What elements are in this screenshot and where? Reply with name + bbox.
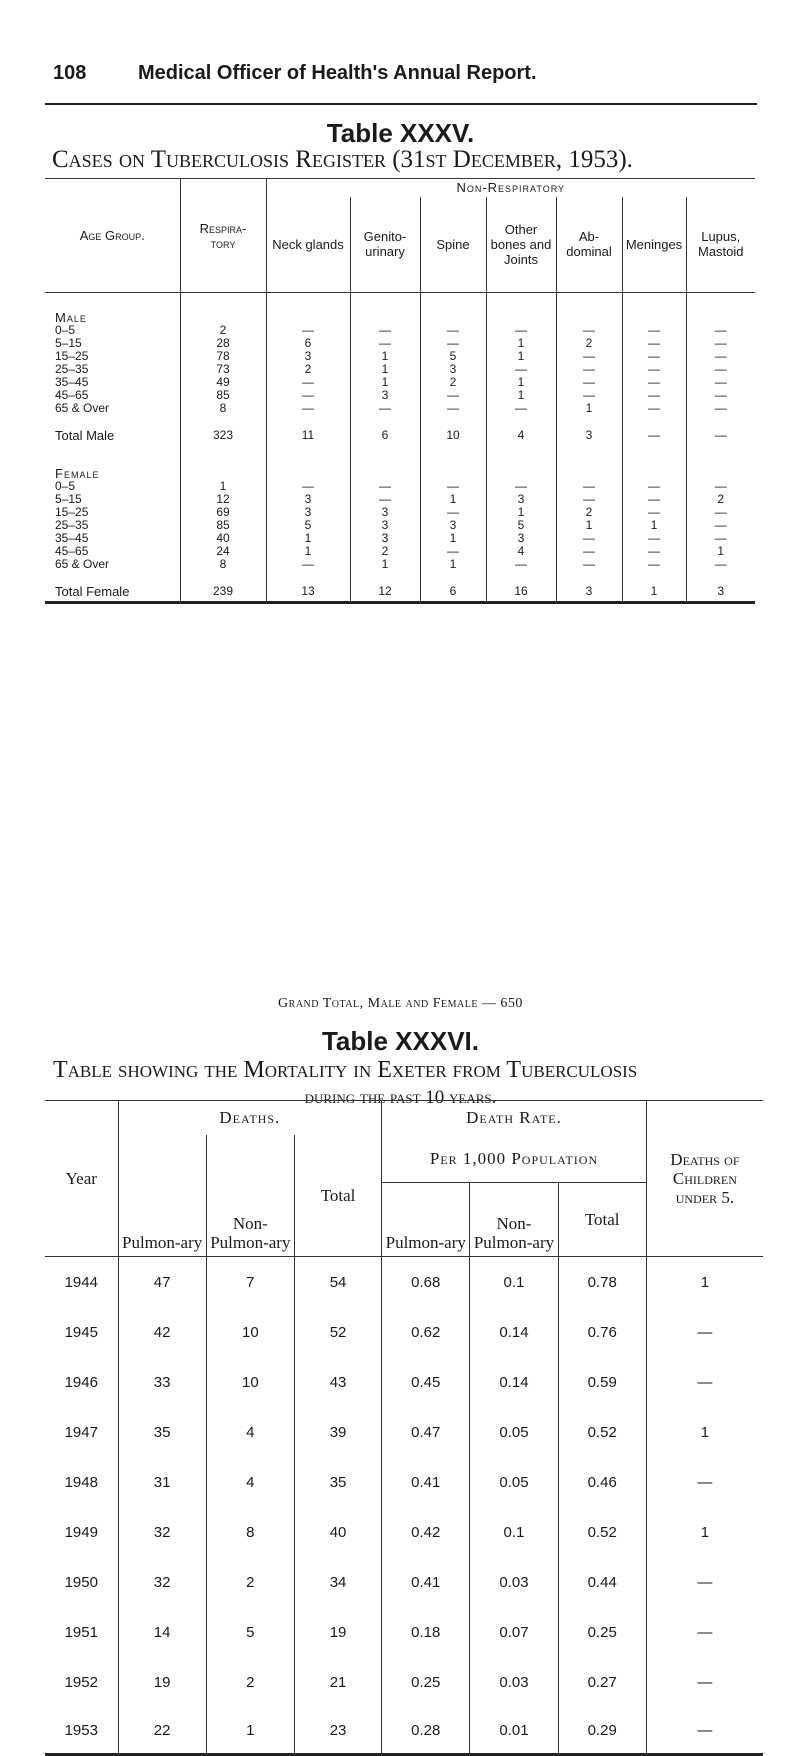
value-cell: 32 — [118, 1557, 206, 1607]
col-rate-total: Total — [558, 1183, 646, 1257]
value-cell: 0.45 — [382, 1357, 470, 1407]
value-cell: 2 — [686, 493, 755, 506]
col-age-group: Age Group. — [45, 179, 180, 293]
value-cell: 2 — [180, 324, 266, 337]
value-cell: 31 — [118, 1457, 206, 1507]
value-cell: 3 — [266, 506, 350, 519]
value-cell: 0.29 — [558, 1707, 646, 1755]
value-cell: 85 — [180, 519, 266, 532]
mortality-table — [45, 1100, 763, 1756]
col-nonresp-0: Neck glands — [266, 197, 350, 293]
total-value: 239 — [180, 581, 266, 603]
value-cell: 0.68 — [382, 1257, 470, 1308]
value-cell: 0.25 — [382, 1657, 470, 1707]
value-cell: 35 — [294, 1457, 381, 1507]
value-cell: 2 — [420, 376, 486, 389]
value-cell: — — [266, 402, 350, 415]
table1-title: Table XXXV. — [326, 118, 475, 148]
age-cell: 25–35 — [55, 518, 89, 532]
year-cell: 1949 — [64, 1523, 98, 1541]
value-cell: 0.1 — [470, 1507, 558, 1557]
value-cell: 85 — [180, 389, 266, 402]
value-cell: 1 — [206, 1707, 294, 1755]
value-cell: 1 — [350, 558, 420, 571]
value-cell: 1 — [350, 350, 420, 363]
value-cell: 0.59 — [558, 1357, 646, 1407]
value-cell: — — [622, 506, 686, 519]
age-cell: 15–25 — [55, 505, 89, 519]
value-cell: — — [622, 350, 686, 363]
value-cell: 0.1 — [470, 1257, 558, 1308]
table2-subtitle-line1: Table showing the Mortality in Exeter from Tuberculosis — [53, 1057, 638, 1083]
value-cell: 73 — [180, 363, 266, 376]
age-cell: 65 & Over — [55, 401, 110, 415]
col-rate-pulmonary: Pulmon-ary — [382, 1183, 470, 1257]
age-cell: 5–15 — [55, 336, 82, 350]
value-cell: 10 — [206, 1307, 294, 1357]
value-cell: 0.47 — [382, 1407, 470, 1457]
value-cell: — — [622, 402, 686, 415]
table-row — [45, 1357, 763, 1407]
value-cell: — — [686, 324, 755, 337]
value-cell: — — [486, 402, 556, 415]
age-cell: 35–45 — [55, 375, 89, 389]
value-cell: — — [556, 532, 622, 545]
value-cell: 1 — [686, 545, 755, 558]
value-cell: — — [420, 324, 486, 337]
total-value: — — [622, 425, 686, 445]
value-cell: 54 — [294, 1257, 381, 1308]
value-cell: 1 — [266, 532, 350, 545]
col-nonresp-2: Spine — [420, 197, 486, 293]
value-cell: — — [350, 324, 420, 337]
table-row — [45, 1657, 763, 1707]
value-cell: 0.03 — [470, 1657, 558, 1707]
value-cell: — — [686, 519, 755, 532]
value-cell: — — [486, 324, 556, 337]
col-respiratory: Respira-tory — [180, 179, 266, 293]
value-cell: — — [686, 506, 755, 519]
value-cell: — — [556, 558, 622, 571]
value-cell: — — [350, 480, 420, 493]
value-cell: 0.18 — [382, 1607, 470, 1657]
value-cell: 0.42 — [382, 1507, 470, 1557]
value-cell: 0.05 — [470, 1407, 558, 1457]
value-cell: 12 — [180, 493, 266, 506]
value-cell: — — [556, 493, 622, 506]
value-cell: — — [266, 376, 350, 389]
table-row — [45, 558, 755, 571]
value-cell: 0.07 — [470, 1607, 558, 1657]
value-cell: 14 — [118, 1607, 206, 1657]
value-cell: — — [622, 389, 686, 402]
table-row — [45, 1707, 763, 1755]
value-cell: 0.41 — [382, 1557, 470, 1607]
value-cell: 2 — [350, 545, 420, 558]
value-cell: 0.03 — [470, 1557, 558, 1607]
value-cell: — — [646, 1657, 763, 1707]
total-row — [45, 425, 755, 445]
table-row — [45, 1607, 763, 1657]
value-cell: 2 — [206, 1657, 294, 1707]
value-cell: 0.25 — [558, 1607, 646, 1657]
value-cell: — — [420, 389, 486, 402]
value-cell: 23 — [294, 1707, 381, 1755]
table-row — [45, 1307, 763, 1357]
total-value: 13 — [266, 581, 350, 603]
value-cell: 5 — [420, 350, 486, 363]
age-cell: 0–5 — [55, 479, 76, 493]
value-cell: 2 — [206, 1557, 294, 1607]
total-value: 323 — [180, 425, 266, 445]
value-cell: 1 — [420, 558, 486, 571]
value-cell: 0.14 — [470, 1307, 558, 1357]
value-cell: — — [420, 506, 486, 519]
grand-total: Grand Total, Male and Female — 650 — [278, 996, 523, 1011]
value-cell: 0.01 — [470, 1707, 558, 1755]
value-cell: 1 — [556, 402, 622, 415]
year-cell: 1951 — [64, 1623, 98, 1641]
value-cell: 1 — [646, 1507, 763, 1557]
value-cell: — — [622, 493, 686, 506]
year-cell: 1947 — [64, 1423, 98, 1441]
value-cell: 24 — [180, 545, 266, 558]
group-non-respiratory: Non-Respiratory — [266, 179, 755, 197]
value-cell: 1 — [556, 519, 622, 532]
value-cell: 7 — [206, 1257, 294, 1308]
total-value: 12 — [350, 581, 420, 603]
value-cell: 3 — [420, 363, 486, 376]
total-value: 16 — [486, 581, 556, 603]
value-cell: 5 — [486, 519, 556, 532]
year-cell: 1952 — [64, 1673, 98, 1691]
col-nonresp-1: Genito-urinary — [350, 197, 420, 293]
value-cell: — — [686, 350, 755, 363]
col-nonresp-6: Lupus, Mastoid — [686, 197, 755, 293]
age-cell: 15–25 — [55, 349, 89, 363]
value-cell: 1 — [486, 350, 556, 363]
value-cell: 2 — [266, 363, 350, 376]
value-cell: 1 — [486, 337, 556, 350]
value-cell: 43 — [294, 1357, 381, 1407]
group-deaths: Deaths. — [118, 1101, 382, 1135]
total-value: 6 — [350, 425, 420, 445]
value-cell: 5 — [266, 519, 350, 532]
total-label: Total Female — [45, 581, 180, 603]
value-cell: — — [266, 558, 350, 571]
value-cell: 1 — [350, 363, 420, 376]
value-cell: — — [486, 558, 556, 571]
year-cell: 1950 — [64, 1573, 98, 1591]
value-cell: 22 — [118, 1707, 206, 1755]
value-cell: — — [622, 324, 686, 337]
value-cell: 1 — [420, 493, 486, 506]
total-value: 1 — [622, 581, 686, 603]
value-cell: 28 — [180, 337, 266, 350]
value-cell: 4 — [206, 1457, 294, 1507]
value-cell: 5 — [206, 1607, 294, 1657]
total-value: 3 — [686, 581, 755, 603]
value-cell: — — [646, 1707, 763, 1755]
total-row — [45, 581, 755, 603]
tuberculosis-register-table — [45, 178, 755, 604]
value-cell: 3 — [350, 389, 420, 402]
value-cell: 69 — [180, 506, 266, 519]
col-deaths-total: Total — [294, 1135, 381, 1257]
value-cell: — — [686, 337, 755, 350]
value-cell: 33 — [118, 1357, 206, 1407]
value-cell: — — [486, 363, 556, 376]
total-value: 3 — [556, 425, 622, 445]
age-cell: 0–5 — [55, 323, 76, 337]
table-row — [45, 506, 755, 519]
value-cell: 0.76 — [558, 1307, 646, 1357]
col-nonresp-4: Ab-dominal — [556, 197, 622, 293]
value-cell: — — [556, 363, 622, 376]
value-cell: — — [622, 558, 686, 571]
table-row — [45, 402, 755, 415]
age-cell: 25–35 — [55, 362, 89, 376]
value-cell: 1 — [646, 1407, 763, 1457]
value-cell: — — [556, 480, 622, 493]
value-cell: 32 — [118, 1507, 206, 1557]
value-cell: 21 — [294, 1657, 381, 1707]
value-cell: 34 — [294, 1557, 381, 1607]
value-cell: — — [266, 389, 350, 402]
value-cell: — — [686, 376, 755, 389]
value-cell: — — [646, 1307, 763, 1357]
value-cell: — — [622, 363, 686, 376]
value-cell: 0.41 — [382, 1457, 470, 1507]
value-cell: 49 — [180, 376, 266, 389]
total-value: 6 — [420, 581, 486, 603]
value-cell: 19 — [294, 1607, 381, 1657]
col-nonresp-5: Meninges — [622, 197, 686, 293]
col-deaths-non-pulmonary: Non-Pulmon-ary — [206, 1135, 294, 1257]
age-cell: 5–15 — [55, 492, 82, 506]
total-label: Total Male — [55, 427, 115, 443]
value-cell: — — [486, 480, 556, 493]
year-cell: 1944 — [64, 1273, 98, 1291]
age-cell: 65 & Over — [55, 557, 110, 571]
age-cell: 45–65 — [55, 544, 89, 558]
value-cell: 1 — [622, 519, 686, 532]
table1-subtitle: Cases on Tuberculosis Register (31st December, 1953). — [52, 146, 633, 173]
value-cell: 42 — [118, 1307, 206, 1357]
value-cell: 1 — [486, 376, 556, 389]
col-year: Year — [45, 1101, 118, 1257]
value-cell: — — [350, 402, 420, 415]
value-cell: — — [556, 324, 622, 337]
value-cell: 0.52 — [558, 1407, 646, 1457]
section-label: Male — [55, 310, 87, 325]
table-row — [45, 1507, 763, 1557]
spacer-row — [45, 415, 755, 425]
value-cell: 39 — [294, 1407, 381, 1457]
value-cell: 35 — [118, 1407, 206, 1457]
total-value: 10 — [420, 425, 486, 445]
table-row — [45, 1557, 763, 1607]
table2-subtitle-line2: during the past 10 years. — [304, 1087, 497, 1108]
value-cell: 1 — [180, 480, 266, 493]
table2-title: Table XXXVI. — [321, 1026, 479, 1056]
value-cell: 1 — [420, 532, 486, 545]
value-cell: 3 — [350, 519, 420, 532]
report-title: Medical Officer of Health's Annual Report. — [138, 62, 537, 84]
value-cell: — — [622, 532, 686, 545]
value-cell: 1 — [266, 545, 350, 558]
year-cell: 1948 — [64, 1473, 98, 1491]
value-cell: — — [266, 480, 350, 493]
value-cell: — — [420, 545, 486, 558]
value-cell: 1 — [350, 376, 420, 389]
value-cell: 3 — [420, 519, 486, 532]
value-cell: — — [420, 402, 486, 415]
value-cell: 10 — [206, 1357, 294, 1407]
age-cell: 45–65 — [55, 388, 89, 402]
year-cell: 1953 — [45, 1707, 118, 1755]
value-cell: 1 — [486, 506, 556, 519]
table-row — [45, 1257, 763, 1308]
spacer-row — [45, 445, 755, 467]
value-cell: 52 — [294, 1307, 381, 1357]
value-cell: 0.78 — [558, 1257, 646, 1308]
value-cell: 3 — [350, 532, 420, 545]
group-death-rate: Death Rate. — [382, 1101, 647, 1135]
value-cell: 0.27 — [558, 1657, 646, 1707]
value-cell: 78 — [180, 350, 266, 363]
value-cell: 3 — [350, 506, 420, 519]
value-cell: 0.28 — [382, 1707, 470, 1755]
total-value: 4 — [486, 425, 556, 445]
year-cell: 1945 — [64, 1323, 98, 1341]
value-cell: — — [646, 1607, 763, 1657]
total-value: — — [686, 425, 755, 445]
value-cell: — — [646, 1357, 763, 1407]
value-cell: 8 — [180, 402, 266, 415]
value-cell: — — [350, 493, 420, 506]
table-row — [45, 1407, 763, 1457]
value-cell: — — [622, 376, 686, 389]
value-cell: — — [556, 545, 622, 558]
value-cell: — — [646, 1457, 763, 1507]
value-cell: 3 — [266, 493, 350, 506]
page-number: 108 — [53, 62, 87, 84]
value-cell: — — [556, 350, 622, 363]
group-per-1000: Per 1,000 Population — [382, 1135, 647, 1183]
value-cell: 2 — [556, 337, 622, 350]
value-cell: — — [686, 532, 755, 545]
total-value: 3 — [556, 581, 622, 603]
value-cell: 0.62 — [382, 1307, 470, 1357]
value-cell: 3 — [486, 532, 556, 545]
value-cell: — — [646, 1557, 763, 1607]
value-cell: 0.44 — [558, 1557, 646, 1607]
value-cell: — — [420, 337, 486, 350]
value-cell: — — [686, 480, 755, 493]
table-row — [45, 1457, 763, 1507]
value-cell: 4 — [206, 1407, 294, 1457]
value-cell: — — [686, 558, 755, 571]
value-cell: 6 — [266, 337, 350, 350]
col-deaths-children: Deaths of Children under 5. — [646, 1101, 763, 1257]
col-deaths-pulmonary: Pulmon-ary — [118, 1135, 206, 1257]
value-cell: — — [622, 480, 686, 493]
value-cell: — — [266, 324, 350, 337]
value-cell: — — [622, 337, 686, 350]
value-cell: 2 — [556, 506, 622, 519]
value-cell: 0.52 — [558, 1507, 646, 1557]
spacer-row — [45, 293, 755, 312]
value-cell: 8 — [180, 558, 266, 571]
value-cell: 3 — [266, 350, 350, 363]
value-cell: 0.14 — [470, 1357, 558, 1407]
value-cell: 19 — [118, 1657, 206, 1707]
value-cell: — — [350, 337, 420, 350]
value-cell: — — [622, 545, 686, 558]
value-cell: — — [686, 402, 755, 415]
col-nonresp-3: Other bones and Joints — [486, 197, 556, 293]
value-cell: 1 — [486, 389, 556, 402]
year-cell: 1946 — [64, 1373, 98, 1391]
value-cell: — — [420, 480, 486, 493]
section-label: Female — [55, 466, 100, 481]
value-cell: 8 — [206, 1507, 294, 1557]
total-value: 11 — [266, 425, 350, 445]
value-cell: 1 — [646, 1257, 763, 1308]
value-cell: 4 — [486, 545, 556, 558]
value-cell: — — [686, 363, 755, 376]
value-cell: — — [686, 389, 755, 402]
value-cell: — — [556, 376, 622, 389]
value-cell: 40 — [180, 532, 266, 545]
value-cell: 3 — [486, 493, 556, 506]
col-rate-non-pulmonary: Non-Pulmon-ary — [470, 1183, 558, 1257]
value-cell: — — [556, 389, 622, 402]
spacer-row — [45, 571, 755, 581]
value-cell: 40 — [294, 1507, 381, 1557]
age-cell: 35–45 — [55, 531, 89, 545]
value-cell: 47 — [118, 1257, 206, 1308]
value-cell: 0.05 — [470, 1457, 558, 1507]
value-cell: 0.46 — [558, 1457, 646, 1507]
